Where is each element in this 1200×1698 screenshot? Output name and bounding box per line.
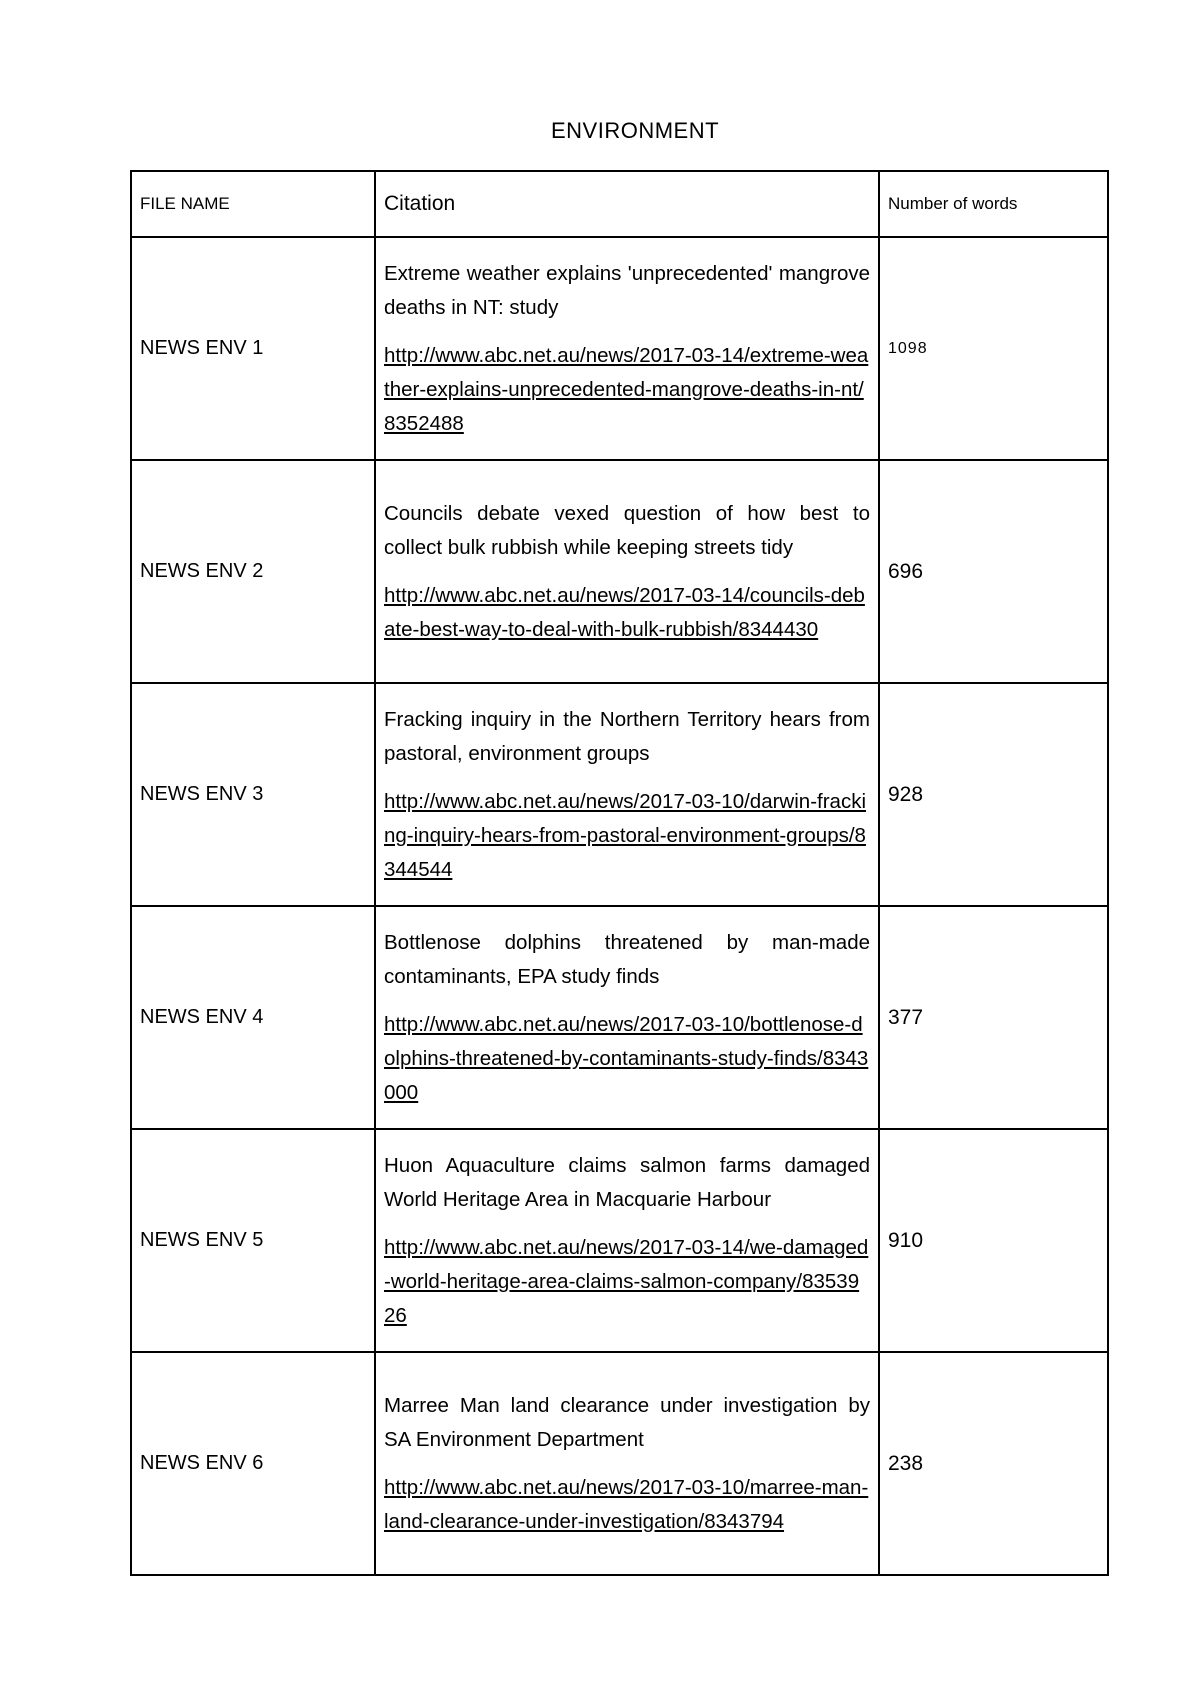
file-name-cell: NEWS ENV 2: [131, 460, 375, 683]
citation-link[interactable]: http://www.abc.net.au/news/2017-03-10/bottlenose-dolphins-threatened-by-contaminants-study-finds/8343000: [384, 1012, 869, 1104]
word-count-cell: 1098: [879, 237, 1108, 460]
table-row: [131, 906, 1108, 1129]
citation-title: Bottlenose dolphins threatened by man-made contaminants, EPA study finds: [384, 930, 870, 988]
citation-title: Fracking inquiry in the Northern Territory hears from pastoral, environment groups: [384, 707, 870, 765]
environment-table: [130, 170, 1109, 1576]
citation-title: Huon Aquaculture claims salmon farms damaged World Heritage Area in Macquarie Harbour: [384, 1153, 870, 1211]
citation-cell: [375, 237, 879, 460]
citation-link[interactable]: http://www.abc.net.au/news/2017-03-14/councils-debate-best-way-to-deal-with-bulk-rubbish/8344430: [384, 583, 865, 641]
header-number-of-words: Number of words: [879, 171, 1108, 237]
table-row: [131, 1352, 1108, 1575]
citation-link[interactable]: http://www.abc.net.au/news/2017-03-14/we-damaged-world-heritage-area-claims-salmon-company/8353926: [384, 1235, 869, 1327]
citation-cell: [375, 1352, 879, 1575]
citation-link[interactable]: http://www.abc.net.au/news/2017-03-10/darwin-fracking-inquiry-hears-from-pastoral-environment-groups/8344544: [384, 789, 867, 881]
citation-title: Marree Man land clearance under investigation by SA Environment Department: [384, 1393, 870, 1451]
table-row: [131, 460, 1108, 683]
table-row: [131, 683, 1108, 906]
word-count-cell: 928: [879, 683, 1108, 906]
citation-cell: [375, 1129, 879, 1352]
file-name-cell: NEWS ENV 3: [131, 683, 375, 906]
citation-title: Councils debate vexed question of how best to collect bulk rubbish while keeping streets tidy: [384, 501, 870, 559]
page-title: ENVIRONMENT: [550, 118, 720, 143]
citation-link[interactable]: http://www.abc.net.au/news/2017-03-14/extreme-weather-explains-unprecedented-mangrove-deaths-in-nt/8352488: [384, 343, 869, 435]
word-count-cell: 696: [879, 460, 1108, 683]
citation-cell: [375, 683, 879, 906]
header-citation: Citation: [375, 171, 879, 237]
table-row: [131, 1129, 1108, 1352]
citation-cell: [375, 460, 879, 683]
citation-title: Extreme weather explains 'unprecedented' mangrove deaths in NT: study: [384, 261, 870, 319]
file-name-cell: NEWS ENV 6: [131, 1352, 375, 1575]
table-row: [131, 237, 1108, 460]
file-name-cell: NEWS ENV 4: [131, 906, 375, 1129]
table-header-row: [131, 171, 1108, 237]
file-name-cell: NEWS ENV 5: [131, 1129, 375, 1352]
header-file-name: FILE NAME: [131, 171, 375, 237]
file-name-cell: NEWS ENV 1: [131, 237, 375, 460]
word-count-cell: 377: [879, 906, 1108, 1129]
word-count-cell: 910: [879, 1129, 1108, 1352]
citation-link[interactable]: http://www.abc.net.au/news/2017-03-10/marree-man-land-clearance-under-investigation/8343794: [384, 1475, 869, 1533]
citation-cell: [375, 906, 879, 1129]
word-count-cell: 238: [879, 1352, 1108, 1575]
